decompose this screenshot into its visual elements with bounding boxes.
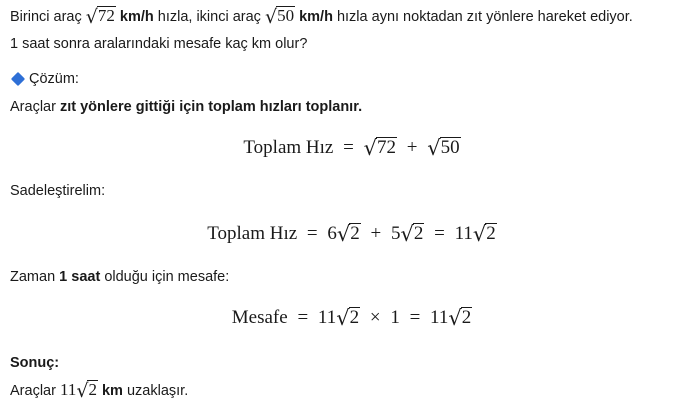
result-unit: km: [101, 383, 123, 399]
eq3-one: 1: [390, 307, 400, 328]
eq2-sqrt-2a: √2: [336, 222, 360, 246]
eq3-times: ×: [369, 307, 381, 328]
eq1-sqrt-50: √50: [427, 136, 460, 160]
unit-kmh-1: km/h: [119, 9, 154, 25]
eq3-sqrt-2b: √2: [448, 306, 472, 330]
eq2-equals-2: =: [434, 223, 445, 244]
result-coef: 11: [59, 380, 77, 399]
problem-line-2: 1 saat sonra aralarındaki mesafe kaç km olur?: [10, 36, 308, 52]
eq2-plus: +: [370, 223, 382, 244]
problem-text-1: Birinci araç: [10, 9, 82, 25]
equation-total-speed: [10, 136, 694, 159]
eq3-label: Mesafe: [231, 307, 288, 328]
eq1-sqrt-72: √72: [363, 136, 396, 160]
sqrt-50: √50: [264, 6, 295, 28]
eq2-sqrt-2c: √2: [472, 222, 496, 246]
eq2-sqrt-2b: √2: [400, 222, 424, 246]
solution-heading-text: Çözüm:: [29, 71, 79, 87]
equation-simplified: [10, 222, 694, 245]
solution-heading: [10, 68, 79, 91]
simplify-text: Sadeleştirelim:: [10, 183, 106, 199]
eq2-coef-6: 6: [327, 223, 337, 244]
result-pre: Araçlar: [10, 383, 56, 399]
intro-post: .: [358, 99, 363, 115]
unit-kmh-2: km/h: [299, 9, 333, 25]
eq2-coef-5: 5: [390, 223, 401, 244]
result-heading: [10, 352, 59, 375]
sqrt-72: √72: [85, 6, 115, 28]
eq3-coef-11a: 11: [317, 307, 337, 328]
intro-pre: Araçlar: [10, 99, 56, 115]
solution-intro: [10, 96, 362, 119]
time-bold: 1 saat: [59, 269, 101, 285]
equation-distance: [10, 306, 694, 329]
result-line: [10, 378, 188, 403]
problem-text-2: hızla, ikinci araç: [157, 9, 261, 25]
result-heading-text: Sonuç:: [10, 355, 60, 371]
eq3-equals-1: =: [297, 307, 309, 328]
eq1-plus: +: [406, 137, 418, 158]
blue-diamond-icon: [11, 72, 25, 86]
result-sqrt-2: √2: [76, 380, 97, 402]
eq1-label: Toplam Hız: [243, 137, 334, 158]
intro-bold: zıt yönlere gittiği için toplam hızları toplanır: [59, 99, 359, 115]
eq3-coef-11b: 11: [430, 307, 449, 328]
problem-line-1: [10, 4, 633, 29]
eq2-label: Toplam Hız: [207, 223, 298, 244]
time-text: [10, 266, 229, 289]
problem-text-3: hızla aynı noktadan zıt yönlere hareket ediyor.: [336, 9, 633, 25]
eq3-sqrt-2a: √2: [336, 306, 360, 330]
eq2-coef-11: 11: [454, 223, 473, 244]
time-post: olduğu için mesafe:: [104, 269, 230, 285]
result-post: uzaklaşır.: [126, 383, 189, 399]
time-pre: Zaman: [10, 269, 56, 285]
eq3-equals-2: =: [409, 307, 421, 328]
eq1-equals: =: [343, 137, 354, 158]
eq2-equals-1: =: [306, 223, 318, 244]
